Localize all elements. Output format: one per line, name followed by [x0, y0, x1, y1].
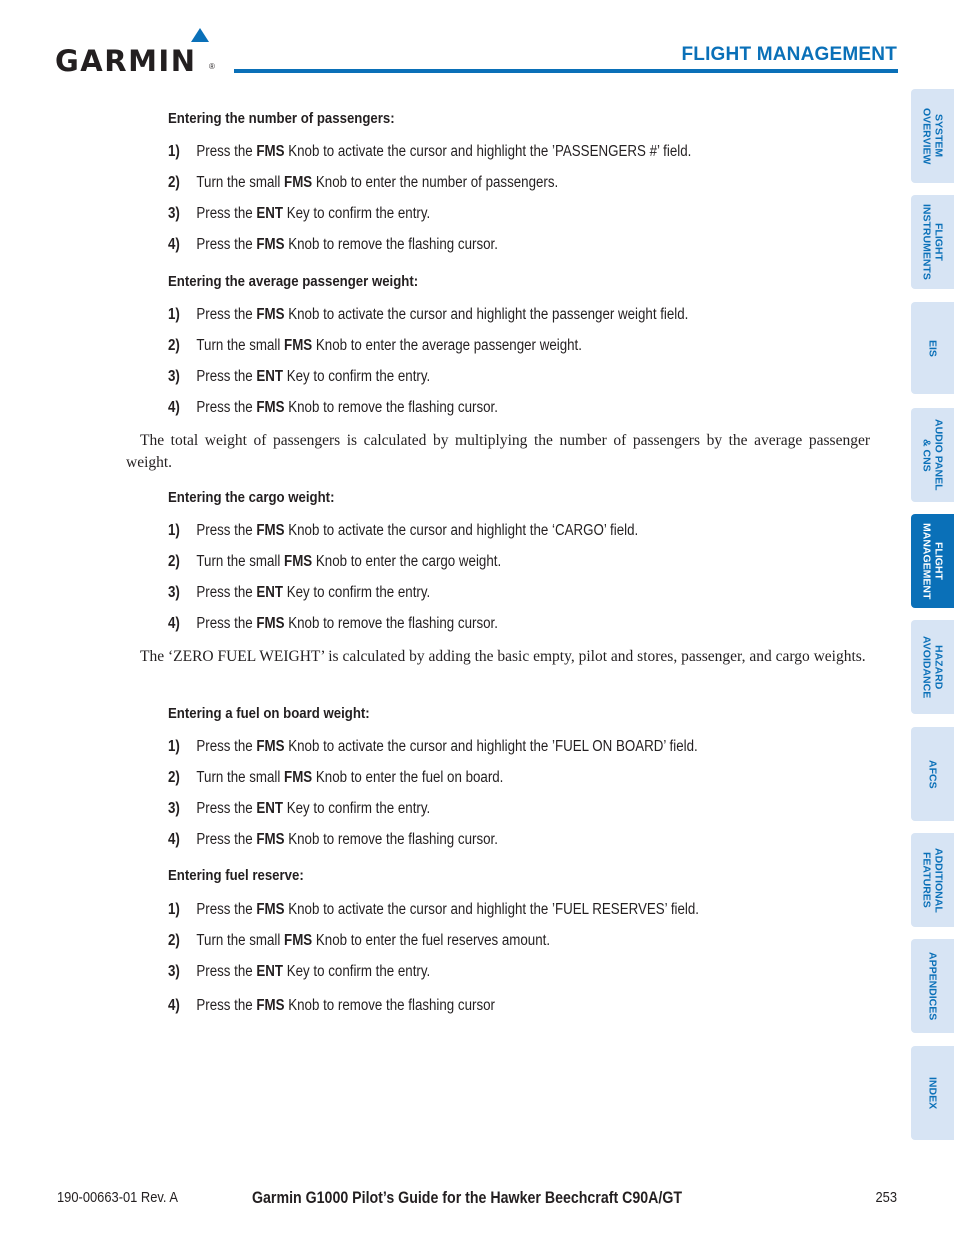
step: [168, 738, 698, 756]
step-number: 2): [168, 174, 180, 191]
step-number: 2): [168, 553, 180, 570]
key-name: FMS: [284, 769, 313, 786]
section-heading: Entering the cargo weight:: [168, 489, 335, 506]
step: [168, 963, 430, 981]
tab-appendices[interactable]: [911, 939, 954, 1033]
step: [168, 306, 688, 324]
tab-label: AFCS: [926, 759, 939, 789]
step: [168, 174, 558, 192]
step-text: Turn the small: [196, 553, 285, 570]
step-number: 1): [168, 522, 180, 539]
step-text: Knob to remove the flashing cursor: [284, 997, 495, 1014]
tab-label: SYSTEM OVERVIEW: [920, 107, 945, 165]
step-text: Press the: [196, 901, 257, 918]
step: [168, 800, 430, 818]
tab-hazard-avoidance[interactable]: [911, 620, 954, 714]
header-rule: [234, 69, 898, 73]
step-number: 1): [168, 143, 180, 160]
step-text: Key to confirm the entry.: [283, 963, 431, 980]
step-text: Knob to remove the flashing cursor.: [284, 615, 498, 632]
tab-label: INDEX: [926, 1076, 939, 1110]
step-text: Press the: [196, 831, 257, 848]
step-text: Knob to enter the cargo weight.: [312, 553, 502, 570]
step-text: Press the: [196, 963, 257, 980]
key-name: ENT: [256, 205, 284, 222]
key-name: FMS: [256, 738, 285, 755]
step-text: Key to confirm the entry.: [283, 368, 431, 385]
step-text: Key to confirm the entry.: [283, 800, 431, 817]
step: [168, 205, 430, 223]
step-text: Press the: [196, 522, 257, 539]
step-text: Press the: [196, 800, 257, 817]
step-text: Knob to remove the flashing cursor.: [284, 399, 498, 416]
step-text: Press the: [196, 738, 257, 755]
step: [168, 553, 501, 571]
step-text: Knob to activate the cursor and highlight the ’FUEL RESERVES’ field.: [284, 901, 699, 918]
step: [168, 399, 498, 417]
tab-audio-panel-cns[interactable]: [911, 408, 954, 502]
tab-flight-instruments[interactable]: [911, 195, 954, 289]
key-name: FMS: [284, 932, 313, 949]
tab-system-overview[interactable]: [911, 89, 954, 183]
tab-label: HAZARD AVOIDANCE: [920, 635, 945, 699]
step: [168, 522, 638, 540]
step: [168, 584, 430, 602]
step-number: 2): [168, 932, 180, 949]
step-text: Press the: [196, 205, 257, 222]
key-name: FMS: [256, 306, 285, 323]
key-name: ENT: [256, 963, 284, 980]
step-text: Turn the small: [196, 337, 285, 354]
body-paragraph: The ‘ZERO FUEL WEIGHT’ is calculated by adding the basic empty, pilot and stores, passenger, and cargo weights.: [140, 648, 866, 665]
step-text: Knob to activate the cursor and highlight the ’FUEL ON BOARD’ field.: [284, 738, 698, 755]
step-text: Knob to enter the number of passengers.: [312, 174, 559, 191]
step-number: 3): [168, 368, 180, 385]
step-text: Knob to enter the fuel reserves amount.: [312, 932, 551, 949]
key-name: FMS: [284, 337, 313, 354]
key-name: FMS: [256, 522, 285, 539]
step-number: 4): [168, 831, 180, 848]
step-text: Knob to remove the flashing cursor.: [284, 236, 498, 253]
tab-label: EIS: [926, 339, 939, 357]
step-text: Knob to enter the fuel on board.: [312, 769, 504, 786]
step: [168, 368, 430, 386]
step: [168, 337, 582, 355]
step-number: 1): [168, 738, 180, 755]
key-name: FMS: [256, 399, 285, 416]
key-name: ENT: [256, 584, 284, 601]
step-text: Knob to enter the average passenger weight.: [312, 337, 582, 354]
step-number: 3): [168, 963, 180, 980]
step: [168, 143, 691, 161]
step: [168, 615, 498, 633]
step-number: 4): [168, 615, 180, 632]
step-text: Press the: [196, 368, 257, 385]
tab-flight-management[interactable]: [911, 514, 954, 608]
section-heading: Entering the number of passengers:: [168, 110, 395, 127]
tab-label: ADDITIONAL FEATURES: [920, 847, 945, 913]
section-heading: Entering the average passenger weight:: [168, 273, 419, 290]
step-text: Turn the small: [196, 932, 285, 949]
section-title: FLIGHT MANAGEMENT: [681, 44, 897, 65]
step-text: Knob to activate the cursor and highlight the ‘CARGO’ field.: [284, 522, 639, 539]
step-text: Press the: [196, 584, 257, 601]
key-name: FMS: [256, 236, 285, 253]
body-paragraph: The total weight of passengers is calculated by multiplying the number of passengers by the average passenger weight.: [126, 432, 870, 471]
tab-additional-features[interactable]: [911, 833, 954, 927]
step: [168, 769, 503, 787]
step: [168, 831, 498, 849]
doc-number: 190-00663-01 Rev. A: [57, 1189, 178, 1206]
step-text: Press the: [196, 997, 257, 1014]
step-number: 4): [168, 236, 180, 253]
tab-afcs[interactable]: [911, 727, 954, 821]
tab-label: APPENDICES: [926, 951, 939, 1021]
key-name: ENT: [256, 800, 284, 817]
step-text: Press the: [196, 399, 257, 416]
step-number: 1): [168, 306, 180, 323]
step-text: Press the: [196, 306, 257, 323]
key-name: FMS: [256, 901, 285, 918]
section-heading: Entering a fuel on board weight:: [168, 705, 370, 722]
tab-index[interactable]: [911, 1046, 954, 1140]
step-text: Press the: [196, 143, 257, 160]
key-name: FMS: [284, 174, 313, 191]
step-number: 3): [168, 584, 180, 601]
step-text: Knob to activate the cursor and highlight the ’PASSENGERS #’ field.: [284, 143, 692, 160]
key-name: FMS: [256, 143, 285, 160]
key-name: FMS: [284, 553, 313, 570]
step: [168, 932, 550, 950]
garmin-delta-icon: [191, 28, 209, 42]
step: [168, 997, 495, 1015]
step-text: Key to confirm the entry.: [283, 205, 431, 222]
page-number: 253: [875, 1189, 897, 1206]
step-text: Press the: [196, 615, 257, 632]
step-text: Turn the small: [196, 769, 285, 786]
key-name: FMS: [256, 997, 285, 1014]
key-name: FMS: [256, 831, 285, 848]
step-number: 3): [168, 800, 180, 817]
step-text: Knob to remove the flashing cursor.: [284, 831, 498, 848]
guide-title: Garmin G1000 Pilot’s Guide for the Hawker Beechcraft C90A/GT: [252, 1189, 683, 1207]
step-text: Turn the small: [196, 174, 285, 191]
tab-eis[interactable]: [911, 302, 954, 394]
key-name: FMS: [256, 615, 285, 632]
step-number: 3): [168, 205, 180, 222]
step-text: Press the: [196, 236, 257, 253]
tab-label: FLIGHT MANAGEMENT: [920, 522, 945, 600]
step-number: 2): [168, 769, 180, 786]
step: [168, 901, 699, 919]
tab-label: AUDIO PANEL & CNS: [920, 419, 945, 491]
key-name: ENT: [256, 368, 284, 385]
section-heading: Entering fuel reserve:: [168, 867, 304, 884]
step-text: Knob to activate the cursor and highlight the passenger weight field.: [284, 306, 689, 323]
garmin-logo: [55, 28, 220, 76]
step-text: Key to confirm the entry.: [283, 584, 431, 601]
step-number: 1): [168, 901, 180, 918]
step: [168, 236, 498, 254]
tab-label: FLIGHT INSTRUMENTS: [920, 204, 945, 280]
step-number: 4): [168, 399, 180, 416]
logo-wordmark: GARMIN: [55, 44, 197, 78]
step-number: 4): [168, 997, 180, 1014]
registered-mark: ®: [209, 62, 215, 71]
step-number: 2): [168, 337, 180, 354]
